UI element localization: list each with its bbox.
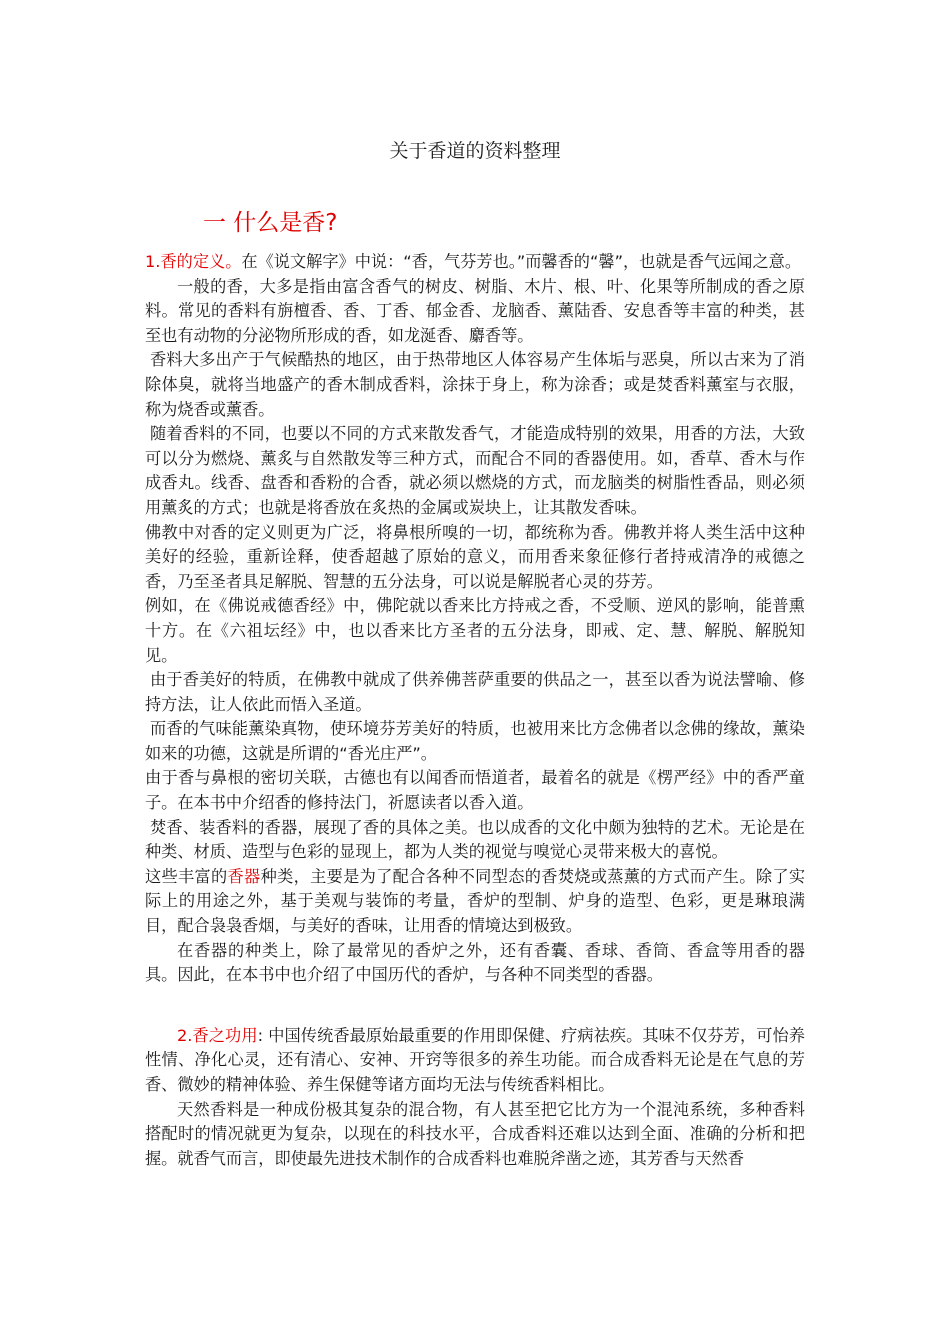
text-span: 这些丰富的 [145, 866, 228, 886]
paragraph-function [145, 1024, 805, 1098]
paragraph: 天然香料是一种成份极其复杂的混合物，有人甚至把它比方为一个混沌系统，多种香料搭配时的情况就更为复杂，以现在的科技水平，合成香料还难以达到全面、准确的分析和把握。就香气而言，即使最先进技术制作的合成香料也难脱斧凿之迹，其芳香与天然香 [145, 1099, 805, 1168]
paragraph: 一般的香，大多是指由富含香气的树皮、树脂、木片、根、叶、化果等所制成的香之原料。常见的香料有旃檀香、香、丁香、郁金香、龙脑香、薰陆香、安息香等丰富的种类，甚至也有动物的分泌物所形成的香，如龙涎香、麝香等。 [145, 276, 805, 345]
paragraph: 随着香料的不同，也要以不同的方式来散发香气，才能造成特别的效果，用香的方法，大致可以分为燃烧、薰炙与自然散发等三种方式，而配合不同的香器使用。如，香草、香木与作成香丸。线香、盘香和香粉的合香，就必须以燃烧的方式，而龙脑类的树脂性香品，则必须用薰炙的方式；也就是将香放在炙热的金属或炭块上，让其散发香味。 [145, 424, 805, 517]
section-heading: 一 什么是香? [203, 210, 338, 236]
paragraph: 香料大多出产于气候酷热的地区，由于热带地区人体容易产生体垢与恶臭，所以古来为了消除体臭，就将当地盛产的香木制成香料，涂抹于身上，称为涂香；或是焚香料薰室与衣服，称为烧香或薰香。 [145, 350, 805, 419]
definition-lead: 1.香的定义。 [145, 252, 242, 271]
paragraph: 而香的气味能薰染真物，使环境芬芳美好的特质，也被用来比方念佛者以念佛的缘故，薰染如来的功德，这就是所谓的“香光庄严”。 [145, 719, 805, 763]
text-span: 种类，主要是为了配合各种不同型态的香焚烧或蒸薰的方式而产生。除了实际上的用途之外，基于美观与装饰的考量，香炉的型制、炉身的造型、色彩，更是琳琅满目，配合袅袅香烟，与美好的香味，让用香的情境达到极致。 [145, 866, 806, 936]
document-title: 关于香道的资料整理 [389, 140, 561, 162]
definition-text: 在《说文解字》中说：“香，气芬芳也。”而馨香的“馨”，也就是香气远闻之意。 [241, 252, 802, 271]
document-body [145, 250, 805, 1171]
paragraph: 焚香、装香料的香器，展现了香的具体之美。也以成香的文化中颇为独特的艺术。无论是在种类、材质、造型与色彩的显现上，都为人类的视觉与嗅觉心灵带来极大的喜悦。 [145, 817, 805, 862]
paragraph: 在香器的种类上，除了最常见的香炉之外，还有香囊、香球、香筒、香盒等用香的器具。因此，在本书中也介绍了中国历代的香炉，与各种不同类型的香器。 [145, 940, 805, 985]
paragraph: 由于香与鼻根的密切关联，古德也有以闻香而悟道者，最着名的就是《楞严经》中的香严童子。在本书中介绍香的修持法门，祈愿读者以香入道。 [145, 768, 805, 813]
function-lead: 2.香之功用 [177, 1025, 258, 1045]
paragraph: 由于香美好的特质，在佛教中就成了供养佛菩萨重要的供品之一，甚至以香为说法譬喻、修持方法，让人依此而悟入圣道。 [145, 670, 805, 714]
section-spacer [145, 988, 805, 1024]
paragraph-incense-vessels [145, 865, 805, 939]
paragraph: 佛教中对香的定义则更为广泛，将鼻根所嗅的一切，都统称为香。佛教并将人类生活中这种美好的经验，重新诠释，使香超越了原始的意义，而用香来象征修行者持戒清净的戒德之香，乃至圣者具足解脱、智慧的五分法身，可以说是解脱者心灵的芬芳。 [145, 522, 805, 591]
paragraph: 例如，在《佛说戒德香经》中，佛陀就以香来比方持戒之香，不受顺、逆风的影响，能普熏十方。在《六祖坛经》中，也以香来比方圣者的五分法身，即戒、定、慧、解脱、解脱知见。 [145, 596, 805, 665]
function-text: : 中国传统香最原始最重要的作用即保健、疗病祛疾。其味不仅芬芳，可怡养性情、净化心灵，还有清心、安神、开窍等很多的养生功能。而合成香料无论是在气息的芳香、微妙的精神体验、养生保健等诸方面均无法与传统香料相比。 [145, 1025, 805, 1094]
highlight-term: 香器 [227, 866, 261, 886]
paragraph-definition [145, 250, 805, 275]
